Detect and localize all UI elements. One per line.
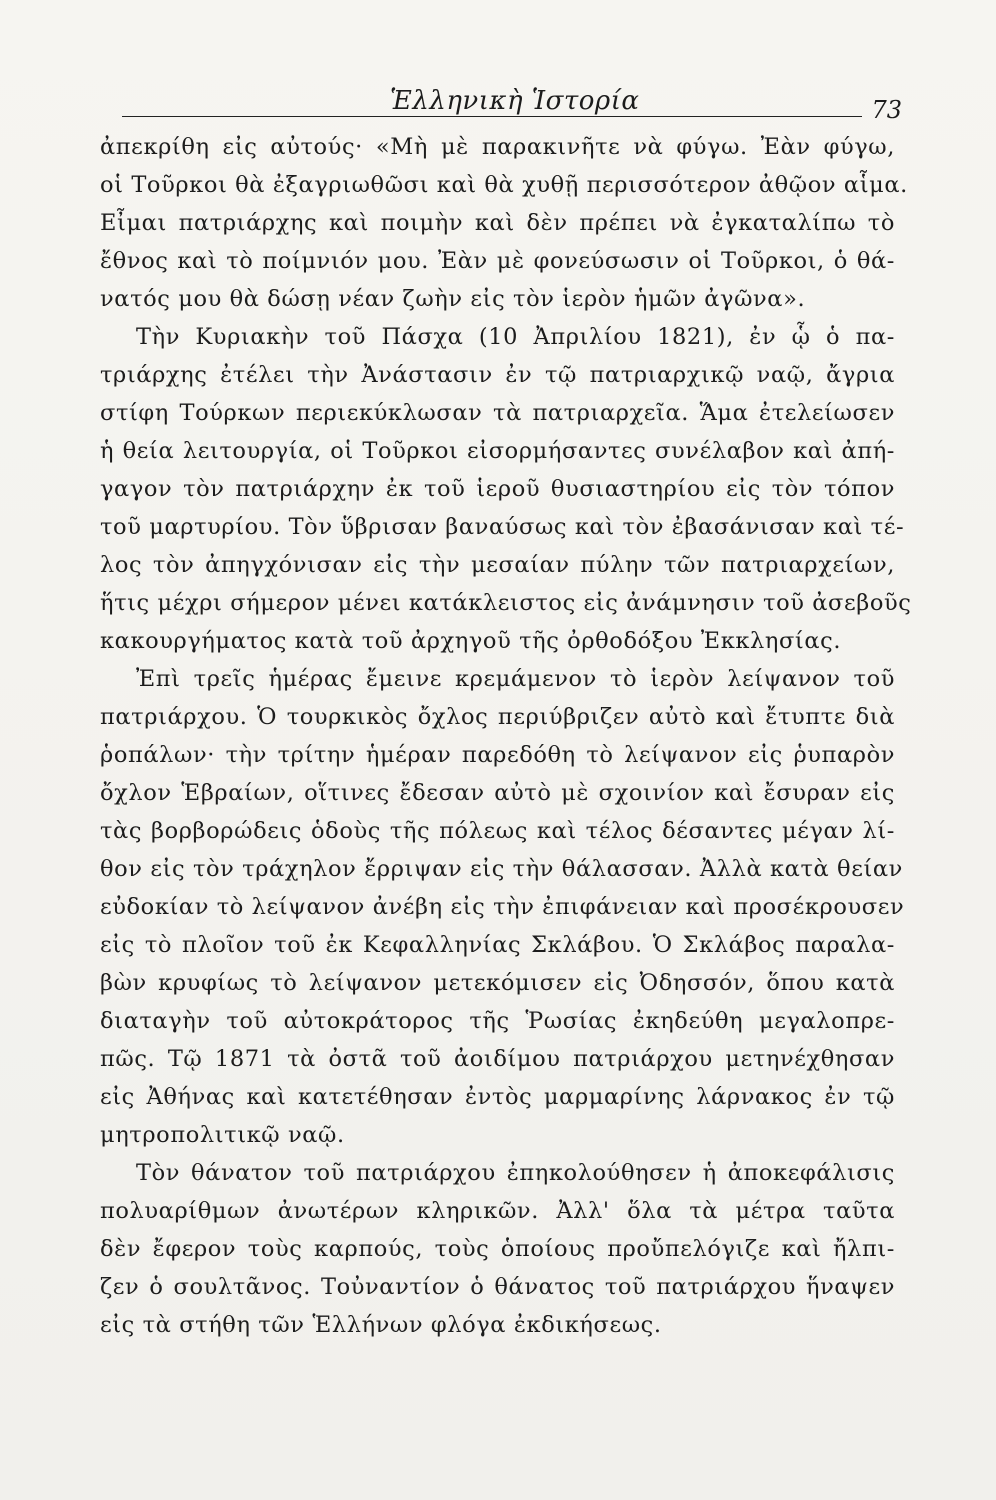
text-line: ὄχλον Ἑβραίων, οἵτινες ἔδεσαν αὐτὸ μὲ σχοινίον καὶ ἔσυραν εἰς (100, 780, 895, 806)
text-line: εἰς τὰ στήθη τῶν Ἑλλήνων φλόγα ἐκδικήσεως. (100, 1312, 662, 1338)
text-line: μητροπολιτικῷ ναῷ. (100, 1122, 345, 1148)
text-line: ἀπεκρίθη εἰς αὐτούς· «Μὴ μὲ παρακινῆτε νὰ φύγω. Ἐὰν φύγω, (100, 134, 895, 160)
page-number: 73 (871, 96, 902, 124)
text-line: γαγον τὸν πατριάρχην ἐκ τοῦ ἱεροῦ θυσιαστηρίου εἰς τὸν τόπον (100, 476, 895, 502)
text-line: βὼν κρυφίως τὸ λείψανον μετεκόμισεν εἰς Ὀδησσόν, ὅπου κατὰ (100, 970, 895, 996)
paragraph-start-line: Τὴν Κυριακὴν τοῦ Πάσχα (10 Ἀπριλίου 1821), ἐν ᾧ ὁ πα- (136, 324, 895, 350)
text-line: διαταγὴν τοῦ αὐτοκράτορος τῆς Ῥωσίας ἐκηδεύθη μεγαλοπρε- (100, 1008, 895, 1034)
text-line: εὐδοκίαν τὸ λείψανον ἀνέβη εἰς τὴν ἐπιφάνειαν καὶ προσέκρουσεν (100, 894, 905, 920)
running-title: Ἑλληνικὴ Ἱστορία (390, 86, 640, 116)
text-line: στίφη Τούρκων περιεκύκλωσαν τὰ πατριαρχεῖα. Ἅμα ἐτελείωσεν (100, 400, 895, 426)
text-line: οἱ Τοῦρκοι θὰ ἐξαγριωθῶσι καὶ θὰ χυθῇ περισσότερον ἀθῷον αἷμα. (100, 172, 908, 198)
text-line: Εἶμαι πατριάρχης καὶ ποιμὴν καὶ δὲν πρέπει νὰ ἐγκαταλίπω τὸ (100, 210, 895, 236)
text-line: τὰς βορβορώδεις ὁδοὺς τῆς πόλεως καὶ τέλος δέσαντες μέγαν λί- (100, 818, 895, 844)
text-line: ζεν ὁ σουλτᾶνος. Τοὐναντίον ὁ θάνατος τοῦ πατριάρχου ἥναψεν (100, 1274, 895, 1300)
text-line: τριάρχης ἐτέλει τὴν Ἀνάστασιν ἐν τῷ πατριαρχικῷ ναῷ, ἄγρια (100, 362, 895, 388)
text-line: εἰς τὸ πλοῖον τοῦ ἐκ Κεφαλληνίας Σκλάβου. Ὁ Σκλάβος παραλα- (100, 932, 895, 958)
text-line: νατός μου θὰ δώσῃ νέαν ζωὴν εἰς τὸν ἱερὸν ἡμῶν ἀγῶνα». (100, 286, 806, 312)
paragraph-start-line: Τὸν θάνατον τοῦ πατριάρχου ἐπηκολούθησεν ἡ ἀποκεφάλισις (136, 1160, 895, 1186)
text-line: ἡ θεία λειτουργία, οἱ Τοῦρκοι εἰσορμήσαντες συνέλαβον καὶ ἀπή- (100, 438, 895, 464)
text-line: λος τὸν ἀπηγχόνισαν εἰς τὴν μεσαίαν πύλην τῶν πατριαρχείων, (100, 552, 895, 578)
paragraph-start-line: Ἐπὶ τρεῖς ἡμέρας ἔμεινε κρεμάμενον τὸ ἱερὸν λείψανον τοῦ (136, 666, 895, 692)
text-line: τοῦ μαρτυρίου. Τὸν ὕβρισαν βαναύσως καὶ τὸν ἐβασάνισαν καὶ τέ- (100, 514, 905, 540)
text-line: πολυαρίθμων ἀνωτέρων κληρικῶν. Ἀλλ' ὅλα τὰ μέτρα ταῦτα (100, 1198, 895, 1224)
text-line: θον εἰς τὸν τράχηλον ἔρριψαν εἰς τὴν θάλασσαν. Ἀλλὰ κατὰ θείαν (100, 856, 903, 882)
text-line: ἔθνος καὶ τὸ ποίμνιόν μου. Ἐὰν μὲ φονεύσωσιν οἱ Τοῦρκοι, ὁ θά- (100, 248, 895, 274)
body-text (100, 128, 912, 1344)
text-line: ἥτις μέχρι σήμερον μένει κατάκλειστος εἰς ἀνάμνησιν τοῦ ἀσεβοῦς (100, 590, 912, 616)
text-line: κακουργήματος κατὰ τοῦ ἀρχηγοῦ τῆς ὀρθοδόξου Ἐκκλησίας. (100, 628, 842, 654)
text-line: πῶς. Τῷ 1871 τὰ ὀστᾶ τοῦ ἀοιδίμου πατριάρχου μετηνέχθησαν (100, 1046, 895, 1072)
text-line: ῥοπάλων· τὴν τρίτην ἡμέραν παρεδόθη τὸ λείψανον εἰς ῥυπαρὸν (100, 742, 895, 768)
header-rule (122, 116, 862, 117)
text-line: δὲν ἔφερον τοὺς καρπούς, τοὺς ὁποίους προὔπελόγιζε καὶ ἤλπι- (100, 1236, 895, 1262)
text-line: εἰς Ἀθήνας καὶ κατετέθησαν ἐντὸς μαρμαρίνης λάρνακος ἐν τῷ (100, 1084, 895, 1110)
page-header (122, 84, 902, 124)
text-line: πατριάρχου. Ὁ τουρκικὸς ὄχλος περιύβριζεν αὐτὸ καὶ ἔτυπτε διὰ (100, 704, 895, 730)
